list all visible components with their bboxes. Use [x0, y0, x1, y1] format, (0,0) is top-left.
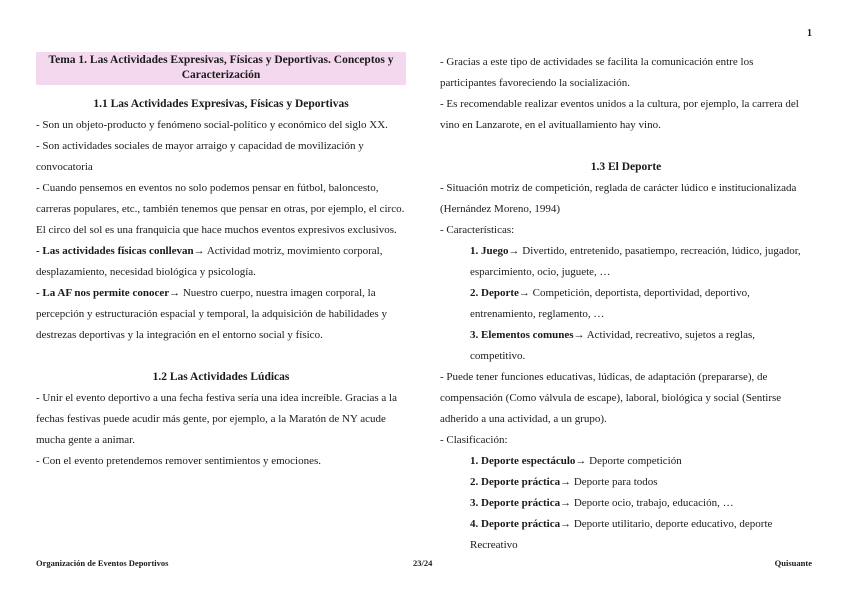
document-title: Tema 1. Las Actividades Expresivas, Físicas y Deportivas. Conceptos y Caracterización — [36, 52, 406, 85]
paragraph-text: → Nuestro cuerpo, nuestra imagen corporal, la percepción y estructuración espacial y temporal, la adquisición de habilidades y destrezas deportivas y la integración en el entorno social y físico. — [36, 287, 387, 341]
list-item-text: → Deporte competición — [575, 455, 682, 467]
footer-course-name: Organización de Eventos Deportivos — [36, 558, 169, 568]
footer-page-count: 23/24 — [413, 558, 433, 568]
paragraph: - Son actividades sociales de mayor arraigo y capacidad de movilización y convocatoria — [36, 140, 364, 173]
paragraph: - Es recomendable realizar eventos unidos a la cultura, por ejemplo, la carrera del vino en Lanzarote, en el avituallamiento hay vino. — [440, 98, 799, 131]
paragraph: - Cuando pensemos en eventos no solo podemos pensar en fútbol, baloncesto, carreras populares, etc., también tenemos que pensar en otras, por ejemplo, el circo. El circo del sol es una franquicia que hace muchos eventos expresivos exclusivos. — [36, 182, 405, 236]
right-column — [440, 52, 812, 556]
paragraph — [36, 283, 406, 346]
bold-lead: - Las actividades físicas conllevan — [36, 245, 194, 257]
paragraph: - Puede tener funciones educativas, lúdicas, de adaptación (prepararse), de compensación (Como válvula de escape), laboral, biológica y social (Sentirse adherido a una actividad, a un grupo). — [440, 371, 782, 425]
list-item — [440, 241, 812, 283]
list-item — [440, 472, 812, 493]
paragraph: - Con el evento pretendemos remover sentimientos y emociones. — [36, 455, 322, 467]
list-item-text: → Divertido, entretenido, pasatiempo, recreación, lúdico, jugador, esparcimiento, ocio, juguete, … — [470, 245, 801, 278]
section-heading-1-2: 1.2 Las Actividades Lúdicas — [152, 371, 290, 383]
paragraph: - Situación motriz de competición, reglada de carácter lúdico e institucionalizada (Hernández Moreno, 1994) — [440, 182, 797, 215]
paragraph: - Clasificación: — [440, 434, 508, 446]
paragraph: - Características: — [440, 224, 515, 236]
footer-author: Quisuante — [774, 558, 812, 568]
list-item-text: → Deporte ocio, trabajo, educación, … — [560, 497, 734, 509]
page-number: 1 — [807, 28, 812, 39]
bold-lead: 3. Elementos comunes — [470, 329, 574, 341]
bold-lead: 4. Deporte práctica — [470, 518, 561, 530]
list-item — [440, 493, 812, 514]
bold-lead: 3. Deporte práctica — [470, 497, 561, 509]
section-heading-1-1: 1.1 Las Actividades Expresivas, Físicas y Deportivas — [93, 98, 349, 110]
list-item-text: → Competición, deportista, deportividad, deportivo, entrenamiento, reglamento, … — [470, 287, 750, 320]
left-column — [36, 52, 406, 472]
list-item — [440, 451, 812, 472]
list-item — [440, 325, 812, 367]
section-heading-1-3: 1.3 El Deporte — [590, 161, 662, 173]
list-item — [440, 514, 812, 556]
list-item — [440, 283, 812, 325]
paragraph: - Unir el evento deportivo a una fecha festiva sería una idea increíble. Gracias a la fechas festivas puede acudir más gente, por ejemplo, a la Maratón de NY acude mucha gente a animar. — [36, 392, 397, 446]
paragraph: - Son un objeto-producto y fenómeno social-político y económico del siglo XX. — [36, 119, 388, 131]
list-item-text: → Deporte utilitario, deporte educativo, deporte Recreativo — [470, 518, 773, 551]
paragraph: - Gracias a este tipo de actividades se facilita la comunicación entre los participantes favoreciendo la socialización. — [440, 56, 754, 89]
paragraph-text: → Actividad motriz, movimiento corporal, desplazamiento, necesidad biológica y psicología. — [36, 245, 383, 278]
bold-lead: 2. Deporte práctica — [470, 476, 561, 488]
bold-lead: 2. Deporte — [470, 287, 519, 299]
bold-lead: 1. Juego — [470, 245, 509, 257]
bold-lead: - La AF nos permite conocer — [36, 287, 170, 299]
list-item-text: → Deporte para todos — [560, 476, 658, 488]
bold-lead: 1. Deporte espectáculo — [470, 455, 576, 467]
paragraph — [36, 241, 406, 283]
list-item-text: → Actividad, recreativo, sujetos a reglas, competitivo. — [470, 329, 756, 362]
